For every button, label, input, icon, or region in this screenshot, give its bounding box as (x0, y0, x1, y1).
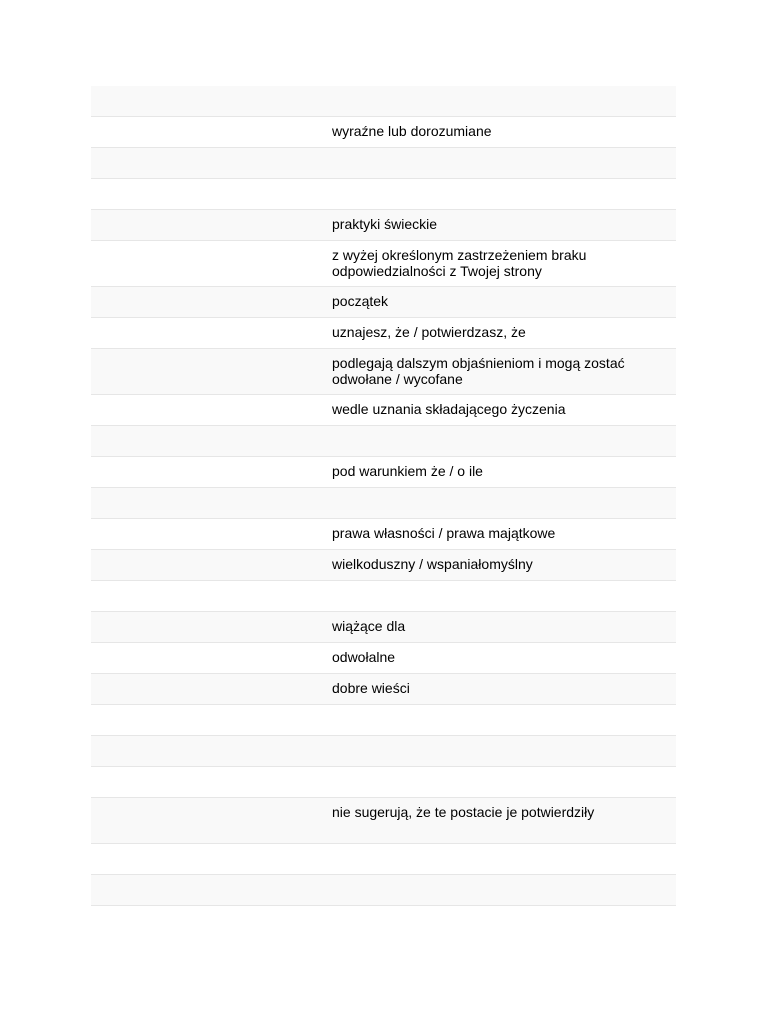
table-cell-right (324, 86, 676, 116)
table-cell-left (91, 210, 324, 240)
table-cell-right (324, 844, 676, 874)
table-cell-right: początek (332, 293, 389, 309)
glossary-table (91, 86, 676, 906)
table-row (91, 179, 676, 210)
table-row (91, 875, 676, 906)
table-cell-left (91, 550, 324, 580)
table-row (91, 241, 676, 287)
table-row (91, 488, 676, 519)
table-cell-right (324, 767, 676, 797)
table-row (91, 395, 676, 426)
table-row (91, 210, 676, 241)
table-row (91, 426, 676, 457)
table-row (91, 550, 676, 581)
table-cell-right: prawa własności / prawa majątkowe (332, 525, 556, 541)
table-cell-left (91, 179, 324, 209)
table-cell-left (91, 643, 324, 673)
table-cell-right: z wyżej określonym zastrzeżeniem braku odpowiedzialności z Twojej strony (332, 247, 587, 279)
table-row (91, 674, 676, 705)
table-cell-right: pod warunkiem że / o ile (332, 463, 483, 479)
table-cell-left (91, 241, 324, 286)
table-row (91, 117, 676, 148)
table-cell-right (324, 581, 676, 611)
table-cell-right: uznajesz, że / potwierdzasz, że (332, 324, 526, 340)
table-row (91, 798, 676, 844)
table-row (91, 86, 676, 117)
table-row (91, 581, 676, 612)
table-cell-left (91, 117, 324, 147)
table-cell-right: nie sugerują, że te postacie je potwierdziły (332, 804, 595, 820)
table-cell-right: wyraźne lub dorozumiane (332, 123, 492, 139)
table-cell-right: dobre wieści (332, 680, 410, 696)
table-cell-right (324, 148, 676, 178)
table-cell-left (91, 488, 324, 518)
table-cell-left (91, 426, 324, 456)
table-cell-left (91, 457, 324, 487)
table-row (91, 705, 676, 736)
table-cell-left (91, 736, 324, 766)
table-cell-left (91, 148, 324, 178)
table-row (91, 318, 676, 349)
table-cell-right (324, 426, 676, 456)
table-cell-right: odwołalne (332, 649, 396, 665)
table-row (91, 148, 676, 179)
table-cell-right: praktyki świeckie (332, 216, 438, 232)
table-cell-left (91, 287, 324, 317)
table-row (91, 643, 676, 674)
table-row (91, 457, 676, 488)
table-cell-left (91, 844, 324, 874)
table-cell-left (91, 674, 324, 704)
table-cell-left (91, 612, 324, 642)
table-cell-left (91, 798, 324, 843)
table-cell-left (91, 86, 324, 116)
table-row (91, 612, 676, 643)
table-row (91, 519, 676, 550)
table-cell-right (324, 179, 676, 209)
table-cell-right (324, 875, 676, 905)
table-cell-left (91, 395, 324, 425)
table-cell-left (91, 705, 324, 735)
table-cell-left (91, 581, 324, 611)
table-cell-right: podlegają dalszym objaśnieniom i mogą zostać odwołane / wycofane (332, 355, 625, 387)
table-row (91, 287, 676, 318)
table-cell-left (91, 349, 324, 394)
table-cell-right: wiążące dla (332, 618, 406, 634)
table-cell-left (91, 767, 324, 797)
table-cell-left (91, 318, 324, 348)
table-cell-right (324, 705, 676, 735)
table-cell-left (91, 875, 324, 905)
table-cell-left (91, 519, 324, 549)
table-cell-right (324, 488, 676, 518)
table-cell-right: wielkoduszny / wspaniałomyślny (332, 556, 533, 572)
table-row (91, 844, 676, 875)
table-cell-right: wedle uznania składającego życzenia (332, 401, 566, 417)
table-row (91, 736, 676, 767)
table-row (91, 349, 676, 395)
table-cell-right (324, 736, 676, 766)
table-row (91, 767, 676, 798)
